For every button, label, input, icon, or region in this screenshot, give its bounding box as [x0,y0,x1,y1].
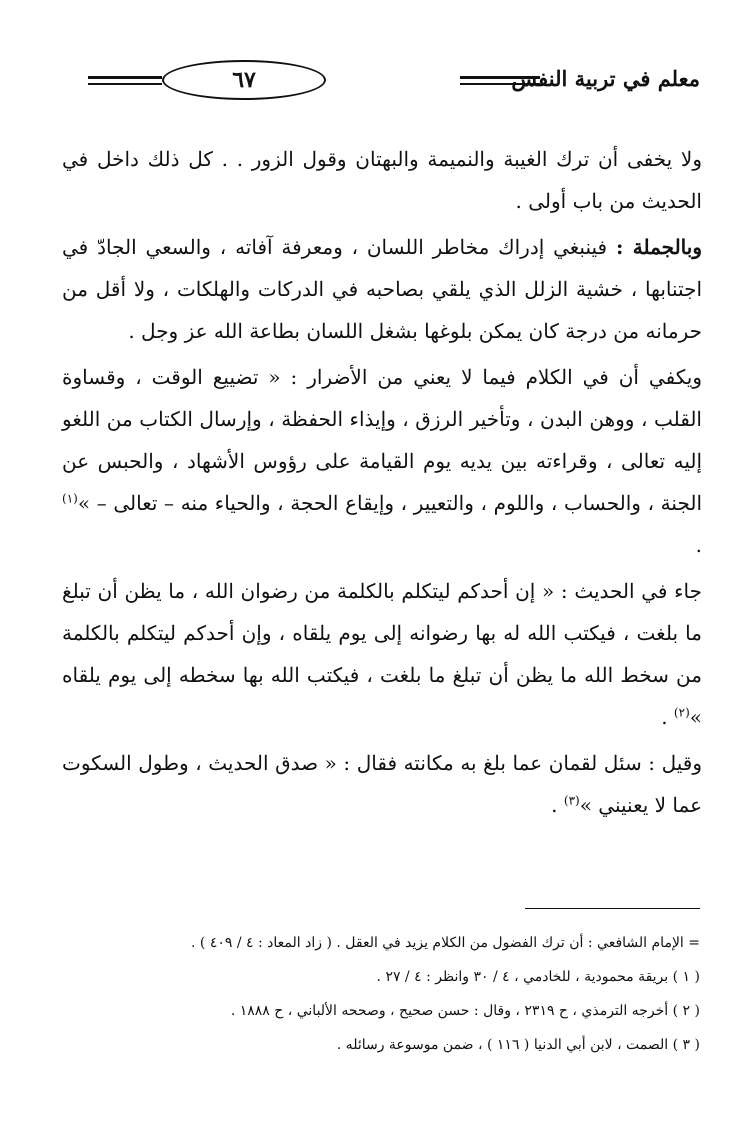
paragraph-text: ويكفي أن في الكلام فيما لا يعني من الأضرار : « تضييع الوقت ، وقساوة القلب ، ووهن البدن ، وتأخير الرزق ، وإيذاء الحفظة ، وإرسال الكتاب من اللغو إليه تعالى ، وقراءته بين يديه يوم القيامة على رؤوس الأشهاد ، والحبس عن الجنة ، والحساب ، واللوم ، والتعيير ، وإيقاع الحجة ، والحياء منه – تعالى – » [62,365,702,515]
paragraph-text: وقيل : سئل لقمان عما بلغ به مكانته فقال : « صدق الحديث ، وطول السكوت عما لا يعنيني » [62,751,702,817]
header-rule-left [88,76,162,85]
paragraph-text: فينبغي إدراك مخاطر اللسان ، ومعرفة آفاته ، والسعي الجادّ في اجتنابها ، خشية الزلل الذي يلقي بصاحبه في الدركات والهلكات ، ولا أقل من حرمانه من درجة كان يمكن بلوغها بشغل اللسان بطاعة الله عز وجل . [62,235,702,343]
footnote: ( ٣ ) الصمت ، لابن أبي الدنيا ( ١١٦ ) ، ضمن موسوعة رسائله . [336,1037,700,1053]
footnote-divider [525,908,700,909]
page-number: ٦٧ [232,67,256,93]
paragraph [62,742,702,826]
paragraph [62,570,702,738]
paragraph-lead: وبالجملة : [615,235,702,259]
footnote-ref: (٣) [563,793,580,808]
paragraph [62,226,702,352]
footnote: = الإمام الشافعي : أن ترك الفضول من الكلام يزيد في العقل . ( زاد المعاد : ٤ / ٤٠٩ ) . [191,935,700,951]
footnote: ( ١ ) بريقة محمودية ، للخادمي ، ٤ / ٣٠ وانظر : ٤ / ٢٧ . [376,969,700,985]
footnotes [60,926,700,1062]
paragraph: ولا يخفى أن ترك الغيبة والنميمة والبهتان وقول الزور . . كل ذلك داخل في الحديث من باب أولى . [62,147,702,213]
running-header [88,58,700,104]
paragraph [62,356,702,566]
header-rule-right [460,76,540,85]
page-number-oval [162,60,326,100]
footnote: ( ٢ ) أخرجه الترمذي ، ح ٢٣١٩ ، وقال : حسن صحيح ، وصححه الألباني ، ح ١٨٨٨ . [230,1003,700,1019]
footnote-ref: (١) [62,491,78,506]
book-title: معلم في تربية النفس [511,66,700,91]
main-text [62,138,702,826]
footnote-ref: (٢) [673,705,690,720]
end-mark: . [695,533,702,557]
end-mark: . [551,793,564,817]
paragraph-text: جاء في الحديث : « إن أحدكم ليتكلم بالكلمة من رضوان الله ، ما يظن أن تبلغ ما بلغت ، فيكتب الله له بها رضوانه إلى يوم يلقاه ، وإن أحدكم ليتكلم بالكلمة من سخط الله ما يظن أن تبلغ ما بلغت ، فيكتب الله بها سخطه إلى يوم يلقاه » [62,579,702,729]
end-mark: . [661,705,674,729]
